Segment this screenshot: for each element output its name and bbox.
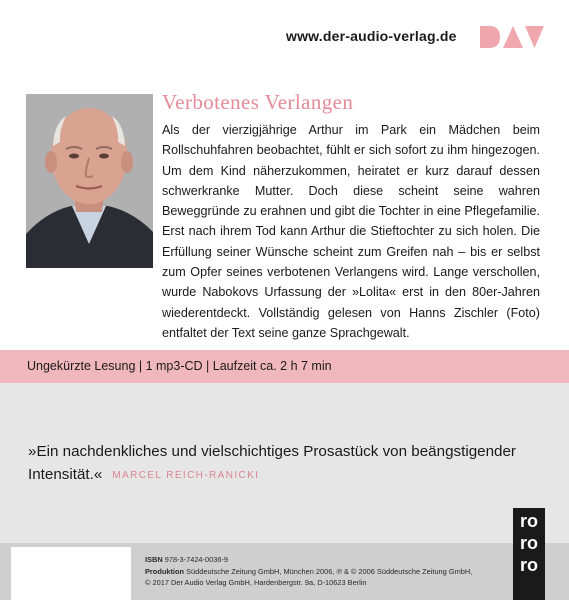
info-band: [0, 350, 569, 383]
barcode: [11, 547, 131, 600]
rororo-line: ro: [520, 533, 538, 553]
quote-text: »Ein nachdenkliches und vielschichtiges Prosastück von beängstigender Intensität.«: [28, 443, 516, 483]
footer-legal: [145, 554, 500, 589]
narrator-photo: [26, 94, 153, 268]
website-url[interactable]: www.der-audio-verlag.de: [286, 28, 457, 44]
dav-logo: [480, 26, 544, 48]
production-value: Süddeutsche Zeitung GmbH, München 2006, ℗ & © 2006 Süddeutsche Zeitung GmbH,: [186, 566, 473, 576]
isbn-label: ISBN: [145, 555, 163, 564]
rororo-logo: [513, 508, 545, 600]
rororo-line: ro: [520, 555, 538, 575]
book-description: Als der vierzigjährige Arthur im Park ein Mädchen beim Rollschuhfahren beobachtet, fühlt er sich sofort zu ihm hingezogen. Um dem Kind näherzukommen, heiratet er kurz darauf dessen schwerkranke Mutter. Doch diese scheint seine wahren Beweggründe zu erahnen und gibt die Tochter in eine Pflegefamilie. Erst nach ihrem Tod kann Arthur die Stieftochter zu sich holen. Die Erfüllung seiner Wünsche scheint zum Greifen nah – bis er selbst zum Opfer seines verbotenen Verlangens wird. Lange verschollen, wurde Nabokovs Urfassung der »Lolita« erst in den 80er-Jahren wiederentdeckt. Vollständig gelesen von Hanns Zischler (Foto) entfaltet der Text seine ganze Sprachgewalt.: [162, 123, 540, 340]
quote-author: MARCEL REICH-RANICKI: [112, 470, 260, 481]
isbn-line: [145, 554, 500, 566]
barcode-lines: [11, 547, 131, 600]
book-title: Verbotenes Verlangen: [162, 90, 354, 114]
review-quote: [28, 440, 528, 487]
publisher-line: © 2017 Der Audio Verlag GmbH, Hardenbergstr. 9a, D-10623 Berlin: [145, 578, 367, 587]
portrait-image: [26, 94, 153, 268]
rororo-line: ro: [520, 511, 538, 531]
production-line: [145, 566, 500, 578]
edition-info: Ungekürzte Lesung | 1 mp3-CD | Laufzeit ca. 2 h 7 min: [27, 359, 332, 373]
production-label: Produktion: [145, 566, 185, 576]
isbn-value: 978-3-7424-0036-9: [164, 555, 229, 564]
